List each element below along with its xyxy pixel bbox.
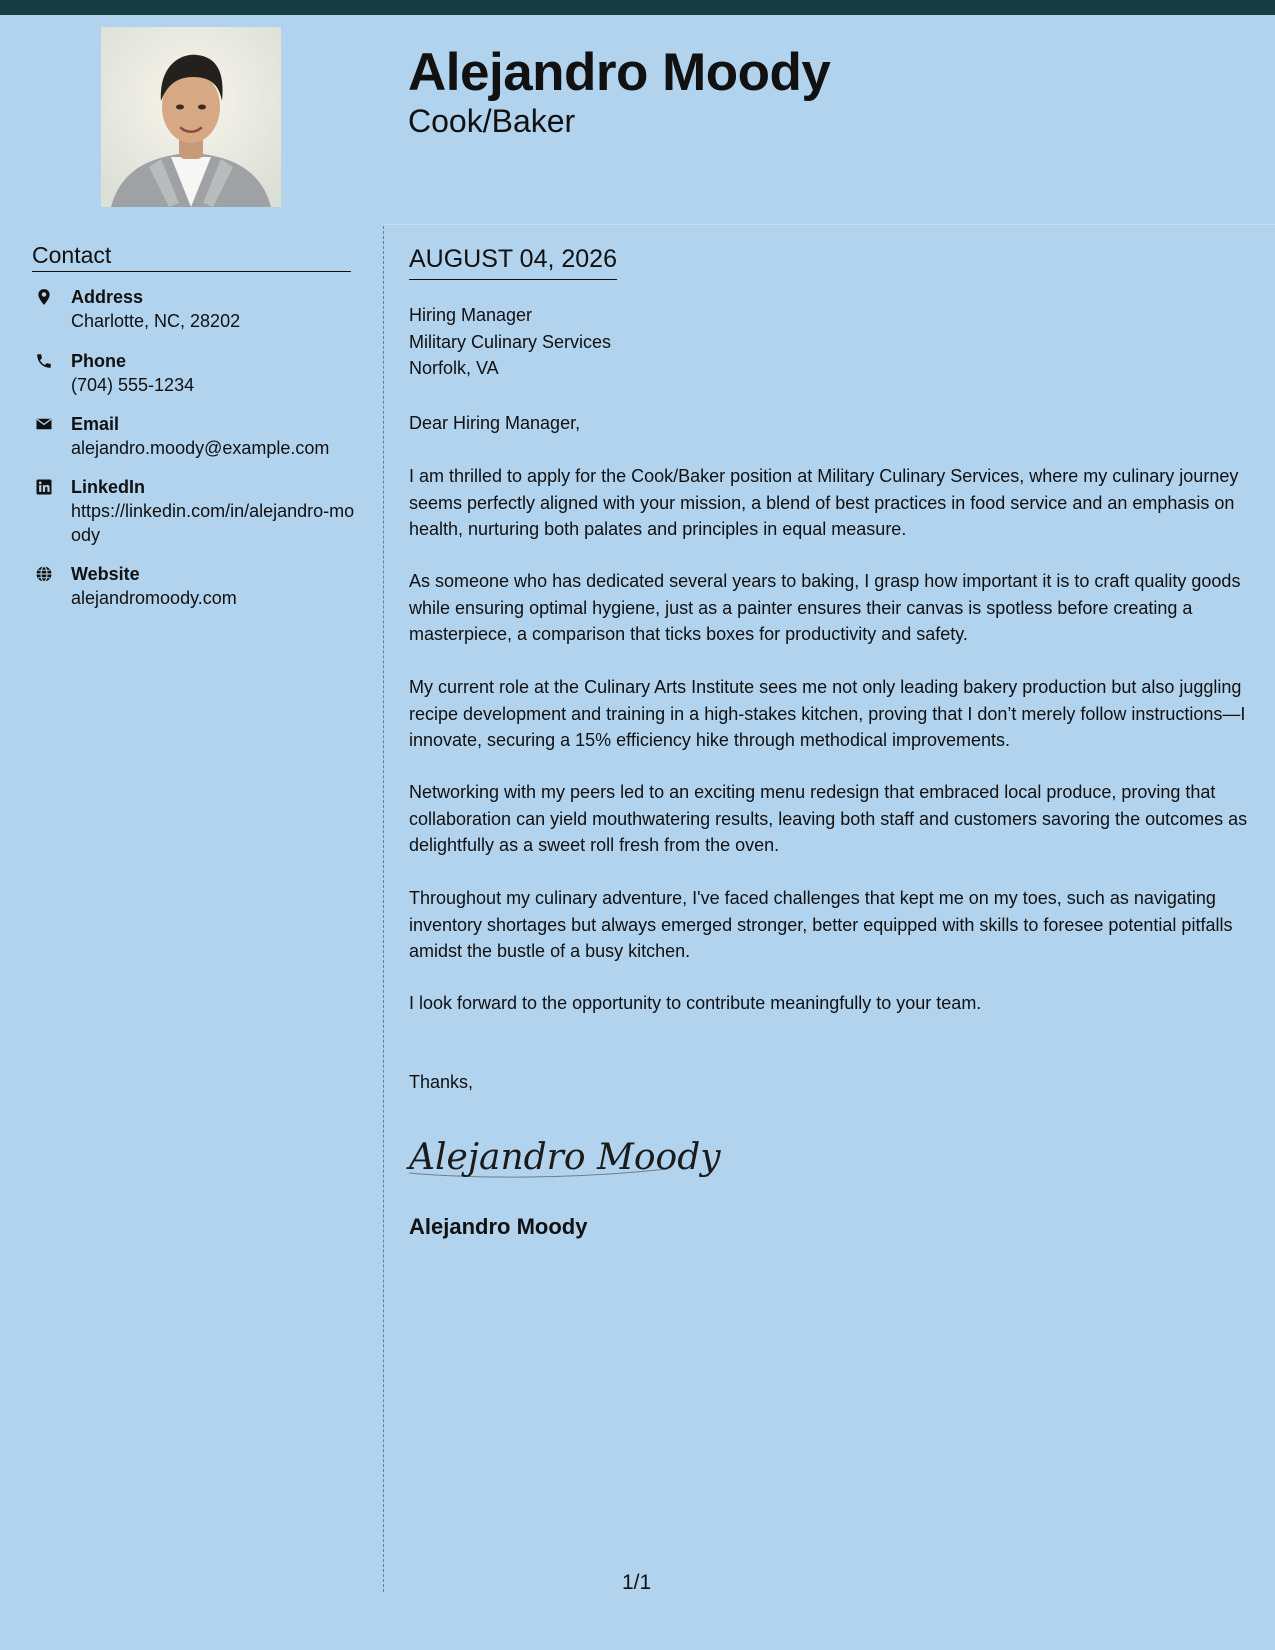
letter-paragraph: My current role at the Culinary Arts Institute sees me not only leading bakery production but also juggling recipe development and training in a high-stakes kitchen, proving that I don’t merely follow instructions—I innovate, securing a 15% efficiency hike through methodical improvements. bbox=[409, 677, 1246, 750]
contact-label: Email bbox=[71, 414, 120, 434]
letter-paragraph: I look forward to the opportunity to contribute meaningfully to your team. bbox=[409, 993, 982, 1013]
handwritten-signature bbox=[405, 1125, 721, 1192]
letter-closing: Thanks, bbox=[409, 1072, 474, 1092]
letter-date: AUGUST 04, 2026 bbox=[409, 243, 617, 280]
signed-name: Alejandro Moody bbox=[409, 1214, 588, 1239]
top-bar bbox=[0, 0, 1275, 15]
recipient-line: Military Culinary Services bbox=[409, 331, 612, 352]
letter-paragraph: I am thrilled to apply for the Cook/Baker position at Military Culinary Services, where my culinary journey seems perfectly aligned with your mission, a blend of best practices in food service and an emphasis on health, nurturing both palates and principles in equal measure. bbox=[409, 466, 1239, 539]
contact-label: Address bbox=[71, 287, 144, 307]
signature-text: Alejandro Moody bbox=[409, 1137, 721, 1178]
applicant-name: Alejandro Moody bbox=[408, 43, 831, 102]
job-title: Cook/Baker bbox=[408, 103, 576, 139]
phone-icon bbox=[35, 352, 53, 370]
contact-label: LinkedIn bbox=[71, 477, 146, 497]
page-number: 1/1 bbox=[622, 1571, 652, 1594]
contact-label: Website bbox=[71, 564, 140, 584]
column-divider bbox=[383, 226, 384, 1592]
map-pin-icon bbox=[35, 288, 53, 306]
header-divider bbox=[384, 224, 1275, 225]
contact-value: Charlotte, NC, 28202 bbox=[71, 311, 241, 331]
contact-value: (704) 555-1234 bbox=[71, 375, 195, 395]
profile-photo bbox=[101, 27, 281, 207]
contact-heading: Contact bbox=[32, 241, 351, 272]
letter-paragraph: As someone who has dedicated several years to baking, I grasp how important it is to craft quality goods while ensuring optimal hygiene, just as a painter ensures their canvas is spotless before creating a masterpiece, a comparison that ticks boxes for productivity and safety. bbox=[409, 571, 1241, 644]
recipient-line: Norfolk, VA bbox=[409, 358, 499, 378]
envelope-icon bbox=[35, 415, 53, 433]
contact-label: Phone bbox=[71, 351, 127, 371]
contact-value: alejandro.moody@example.com bbox=[71, 438, 330, 458]
salutation: Dear Hiring Manager, bbox=[409, 413, 581, 433]
recipient-line: Hiring Manager bbox=[409, 305, 533, 325]
letter-paragraph: Throughout my culinary adventure, I've faced challenges that kept me on my toes, such as navigating inventory shortages but always emerged stronger, better equipped with skills to foresee potential pitfalls amidst the bustle of a busy kitchen. bbox=[409, 888, 1233, 961]
globe-icon bbox=[35, 565, 53, 583]
letter-paragraph: Networking with my peers led to an exciting menu redesign that embraced local produce, proving that collaboration can yield mouthwatering results, leaving both staff and customers savoring the outcomes as delightfully as a sweet roll fresh from the oven. bbox=[409, 782, 1248, 855]
recipient-block bbox=[409, 302, 611, 382]
contact-value: https://linkedin.com/in/alejandro-moody bbox=[71, 501, 355, 545]
contact-value: alejandromoody.com bbox=[71, 588, 237, 608]
linkedin-icon bbox=[35, 478, 53, 496]
